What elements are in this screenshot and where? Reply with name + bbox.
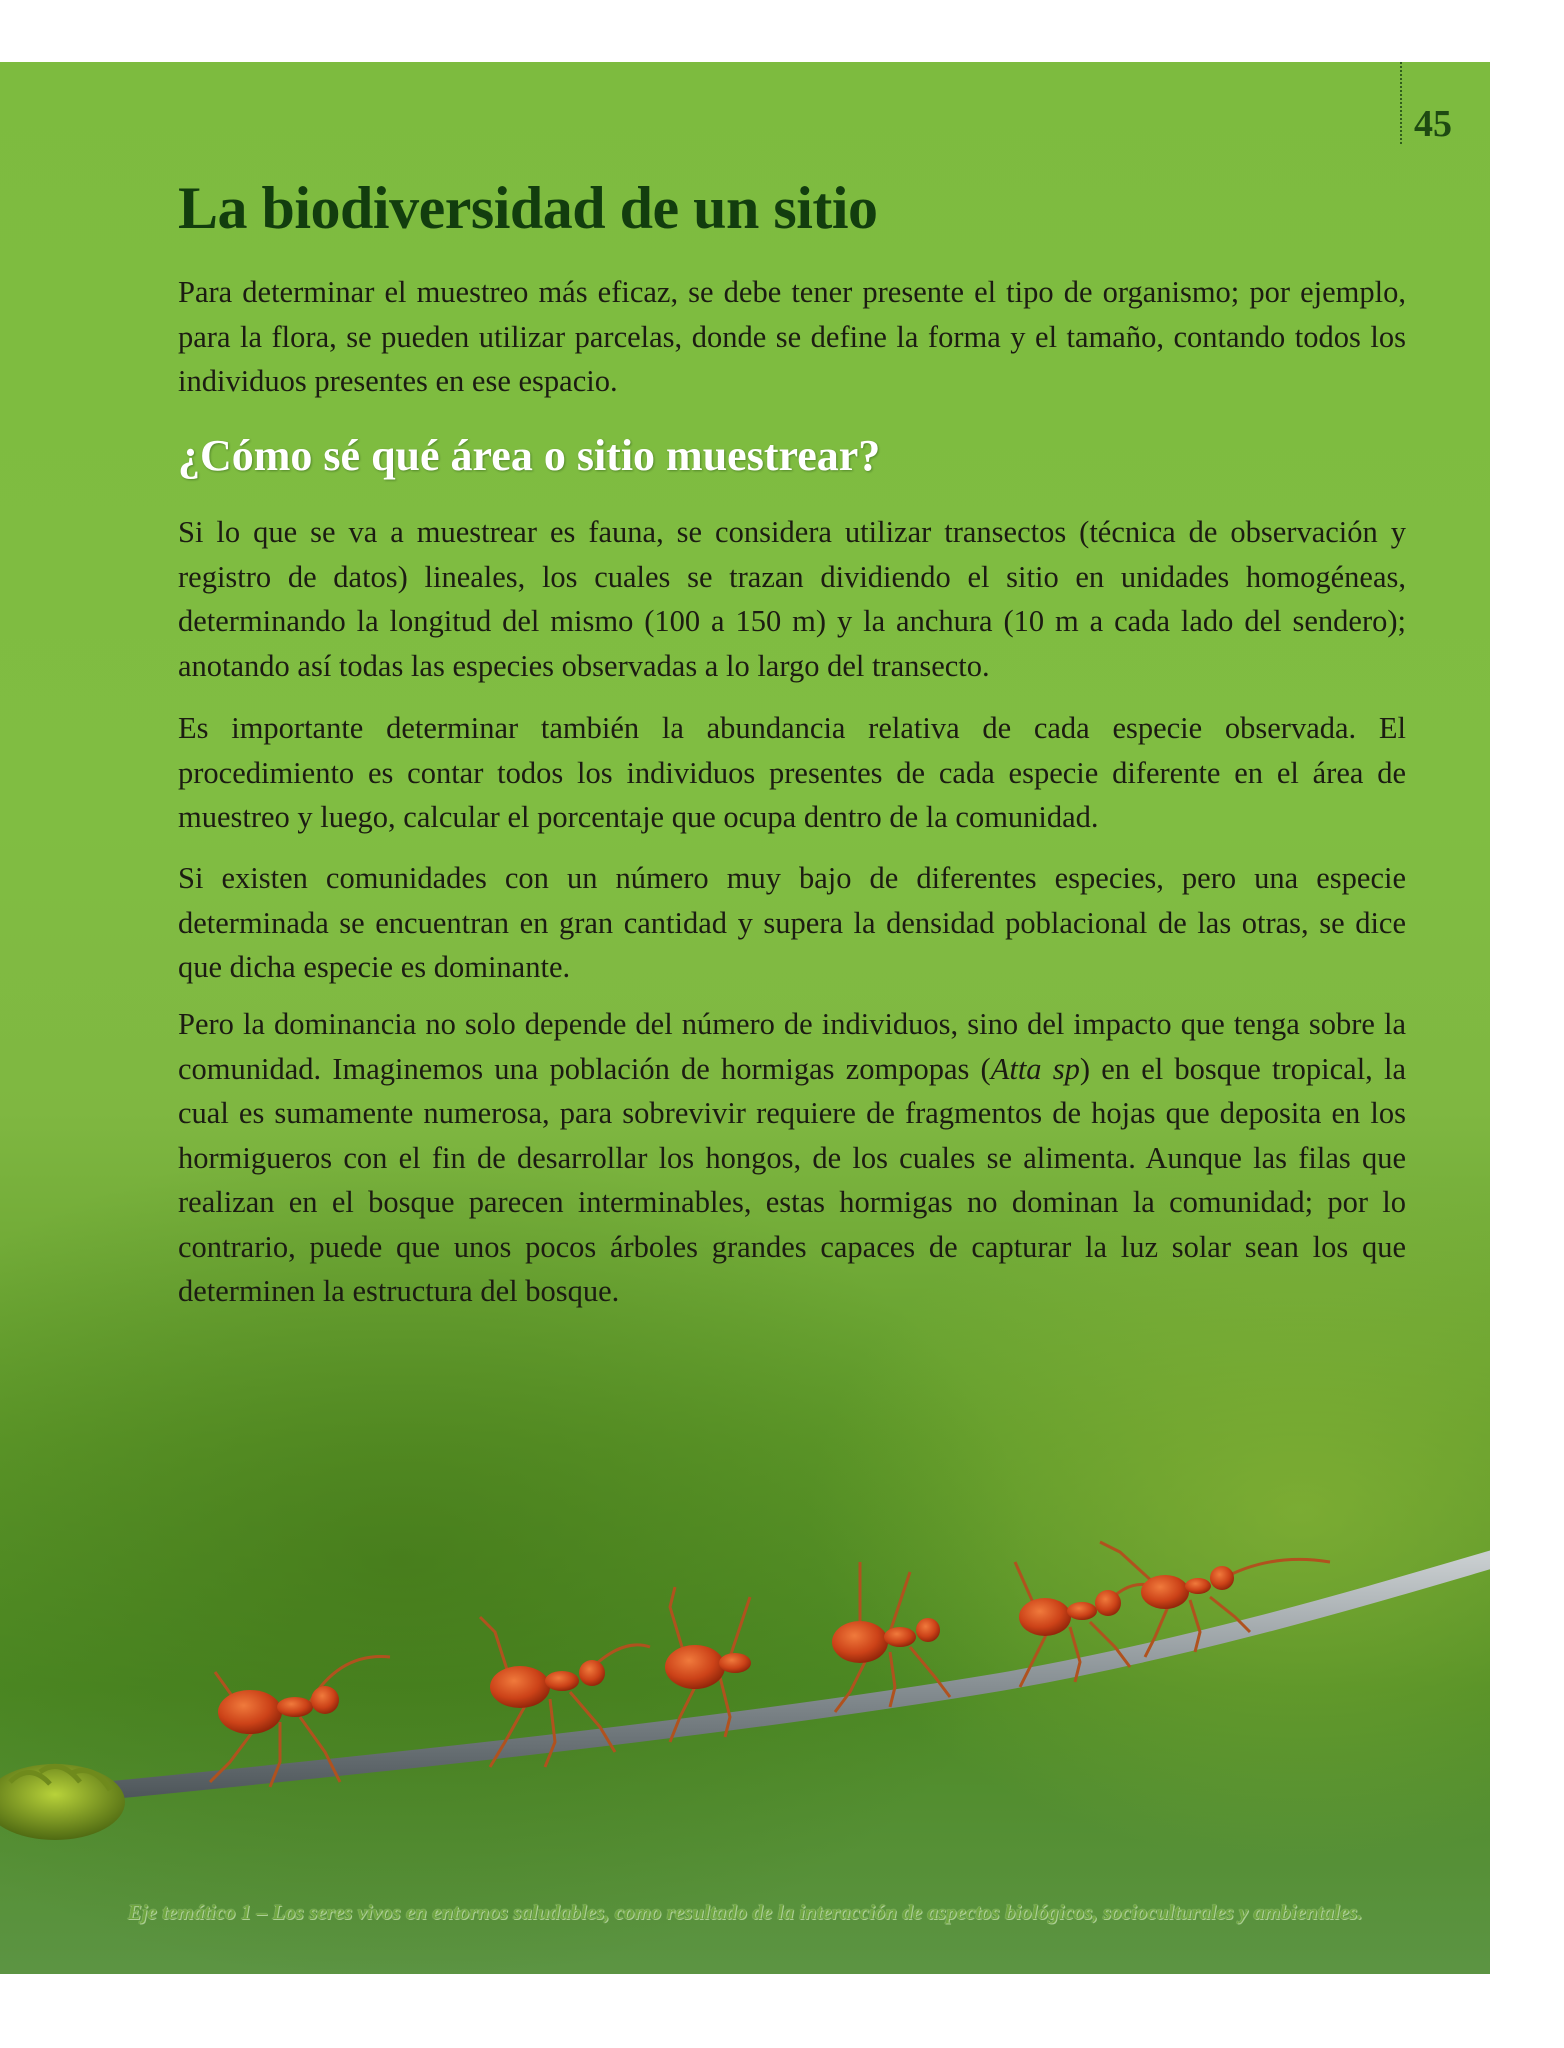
page-number-divider [1400, 62, 1402, 144]
intro-paragraph: Para determinar el muestreo más eficaz, se debe tener presente el tipo de organismo; por ejemplo, para la flora, se pueden utilizar parcelas, donde se define la forma y el tamaño, contando todos los individuos presentes en ese espacio. [178, 275, 1406, 398]
paragraph-transects: Si lo que se va a muestrear es fauna, se considera utilizar transectos (técnica de observación y registro de datos) lineales, los cuales se trazan dividiendo el sitio en unidades homogéneas, determinando la longitud del mismo (100 a 150 m) y la anchura (10 m a cada lado del sendero); anotando así todas las especies observadas a lo largo del transecto. [178, 515, 1406, 683]
paragraph-abundance: Es importante determinar también la abundancia relativa de cada especie observada. El procedimiento es contar todos los individuos presentes de cada especie diferente en el área de muestreo y luego, calcular el porcentaje que ocupa dentro de la comunidad. [178, 711, 1406, 834]
wire-branch [0, 1557, 1490, 1802]
page-number: 45 [1414, 103, 1452, 145]
section-heading: ¿Cómo sé qué área o sitio muestrear? [178, 431, 881, 480]
book-page [0, 62, 1490, 1974]
paragraph-ants [178, 1002, 1406, 1314]
moss-knot [0, 1764, 125, 1840]
footer-caption: Eje temático 1 – Los seres vivos en entornos saludables, como resultado de la interacción de aspectos biológicos, socioculturales y ambientales. [127, 1900, 1363, 1924]
ants-photo [0, 1472, 1490, 1892]
species-name: Atta sp [990, 1051, 1080, 1086]
paragraph-ants-part2: ) en el bosque tropical, la cual es sumamente numerosa, para sobrevivir requiere de fragmentos de hojas que deposita en los hormigueros con el fin de desarrollar los hongos, de los cuales se alimenta. Aunque las filas que realizan en el bosque parecen interminables, estas hormigas no dominan la comunidad; por lo contrario, puede que unos pocos árboles grandes capaces de capturar la luz solar sean los que determinen la estructura del bosque. [178, 1051, 1406, 1308]
page-title: La biodiversidad de un sitio [178, 175, 878, 241]
paragraph-dominance: Si existen comunidades con un número muy bajo de diferentes especies, pero una especie determinada se encuentran en gran cantidad y supera la densidad poblacional de las otras, se dice que dicha especie es dominante. [178, 861, 1406, 984]
paragraph-ants-part1: Pero la dominancia no solo depende del número de individuos, sino del impacto que tenga sobre la comunidad. Imaginemos una población de hormigas zompopas ( [178, 1007, 1406, 1086]
